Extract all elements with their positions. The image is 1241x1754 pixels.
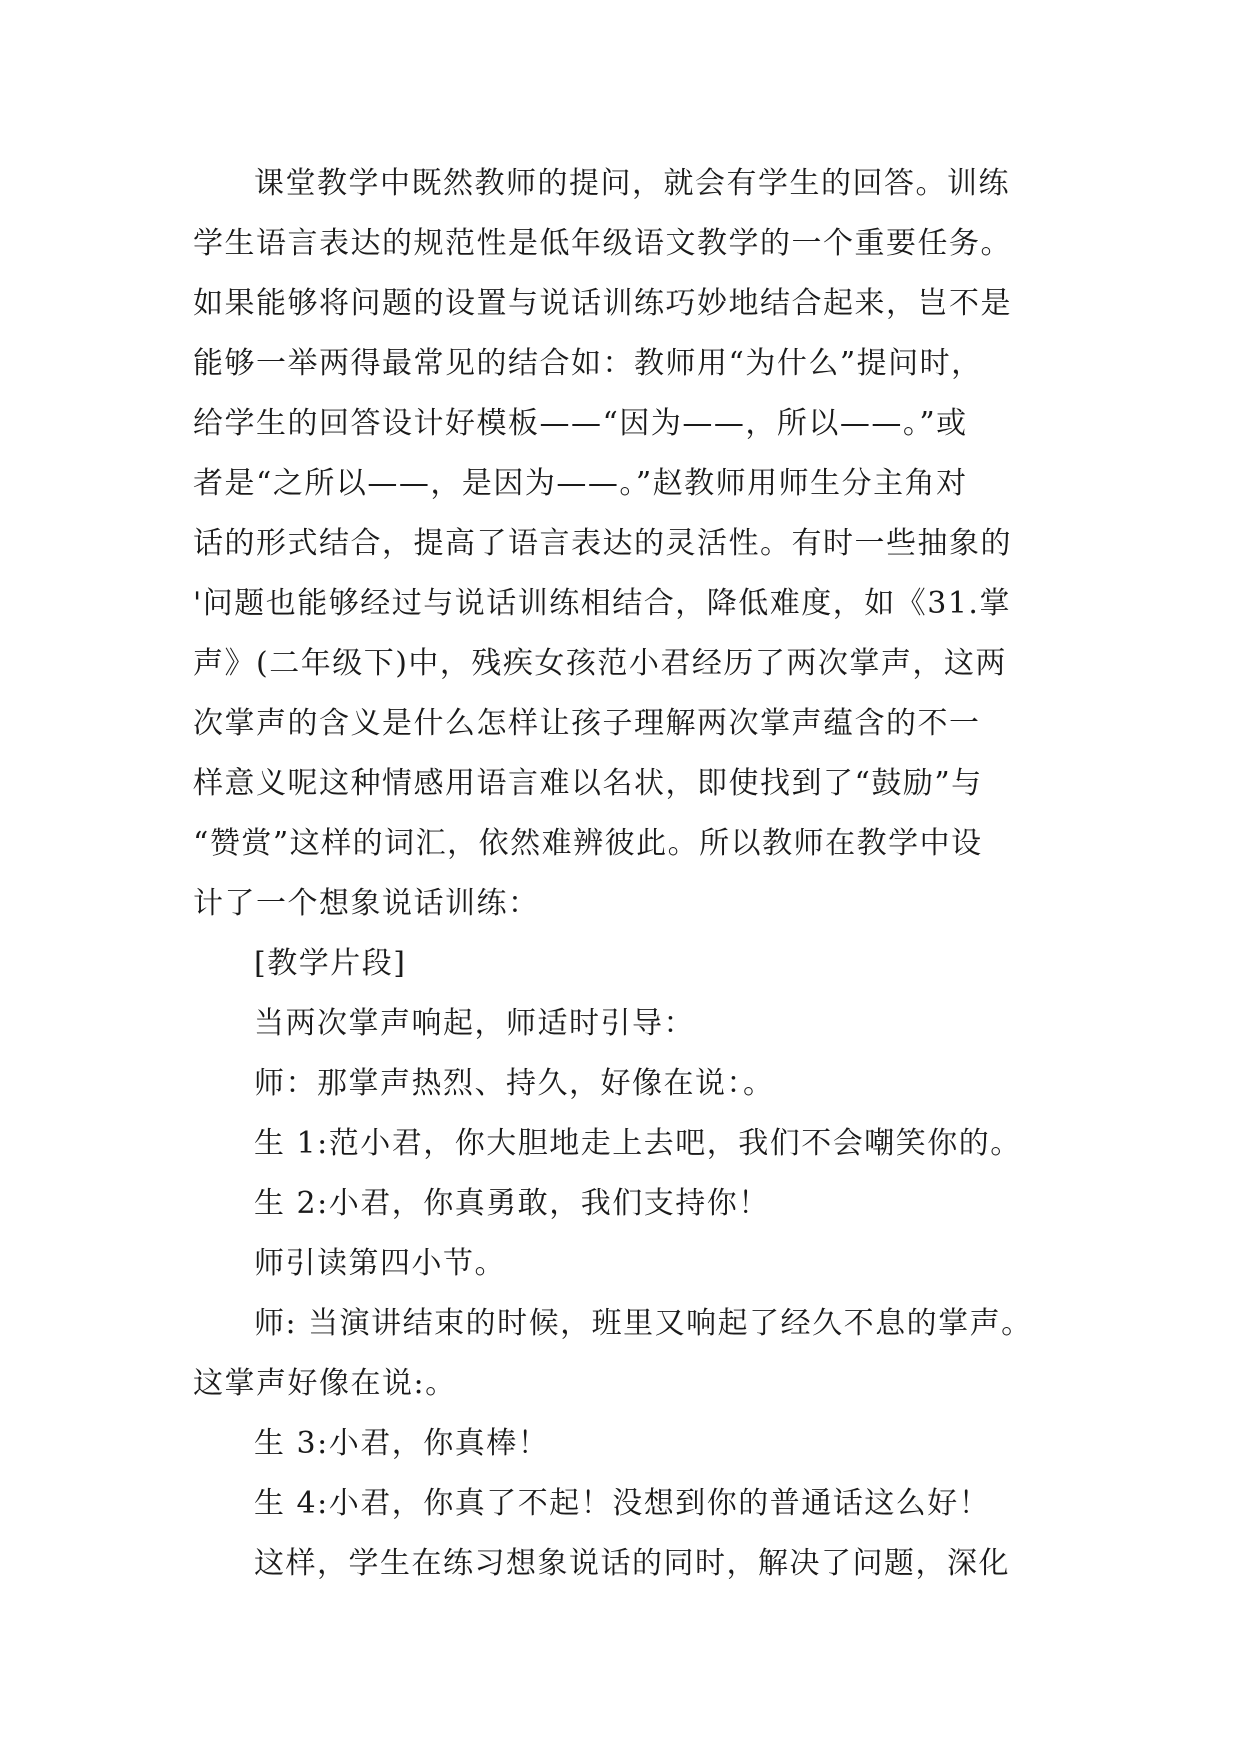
paragraph-line: 次掌声的含义是什么怎样让孩子理解两次掌声蕴含的不一 — [193, 706, 981, 741]
dialogue-line: 生 1:范小君，你大胆地走上去吧，我们不会嘲笑你的。 — [254, 1126, 1022, 1161]
paragraph-line: 样意义呢这种情感用语言难以名状，即使找到了“鼓励”与 — [193, 766, 983, 801]
paragraph-line: 学生语言表达的规范性是低年级语文教学的一个重要任务。 — [193, 226, 1012, 261]
dialogue-line: 师: 当演讲结束的时候，班里又响起了经久不息的掌声。 — [254, 1306, 1033, 1341]
dialogue-line: 师：那掌声热烈、持久，好像在说：。 — [254, 1066, 775, 1101]
paragraph-line: 话的形式结合，提高了语言表达的灵活性。有时一些抽象的 — [193, 526, 1012, 561]
dialogue-line: 这掌声好像在说:。 — [193, 1366, 457, 1401]
dialogue-line: 生 4:小君，你真了不起！没想到你的普通话这么好！ — [254, 1486, 991, 1521]
paragraph-line: 给学生的回答设计好模板——“因为——，所以——。”或 — [193, 406, 968, 441]
section-heading: [教学片段] — [254, 946, 407, 981]
paragraph-line: 师引读第四小节。 — [254, 1246, 506, 1281]
paragraph-line: 这样，学生在练习想象说话的同时，解决了问题，深化 — [254, 1546, 1010, 1581]
dialogue-line: 生 3:小君，你真棒！ — [254, 1426, 550, 1461]
paragraph-line: 当两次掌声响起，师适时引导： — [254, 1006, 695, 1041]
dialogue-line: 生 2:小君，你真勇敢，我们支持你！ — [254, 1186, 770, 1221]
paragraph-line: '问题也能够经过与说话训练相结合，降低难度，如《31.掌 — [193, 586, 1011, 621]
paragraph-line: 如果能够将问题的设置与说话训练巧妙地结合起来，岂不是 — [193, 286, 1012, 321]
paragraph-line: 课堂教学中既然教师的提问，就会有学生的回答。训练 — [254, 166, 1010, 201]
paragraph-line: 声》(二年级下)中，残疾女孩范小君经历了两次掌声，这两 — [193, 646, 1007, 681]
paragraph-line: 能够一举两得最常见的结合如：教师用“为什么”提问时， — [193, 346, 983, 381]
paragraph-line: 者是“之所以——，是因为——。”赵教师用师生分主角对 — [193, 466, 968, 501]
paragraph-line: “赞赏”这样的词汇，依然难辨彼此。所以教师在教学中设 — [193, 826, 983, 861]
paragraph-line: 计了一个想象说话训练： — [193, 886, 540, 921]
